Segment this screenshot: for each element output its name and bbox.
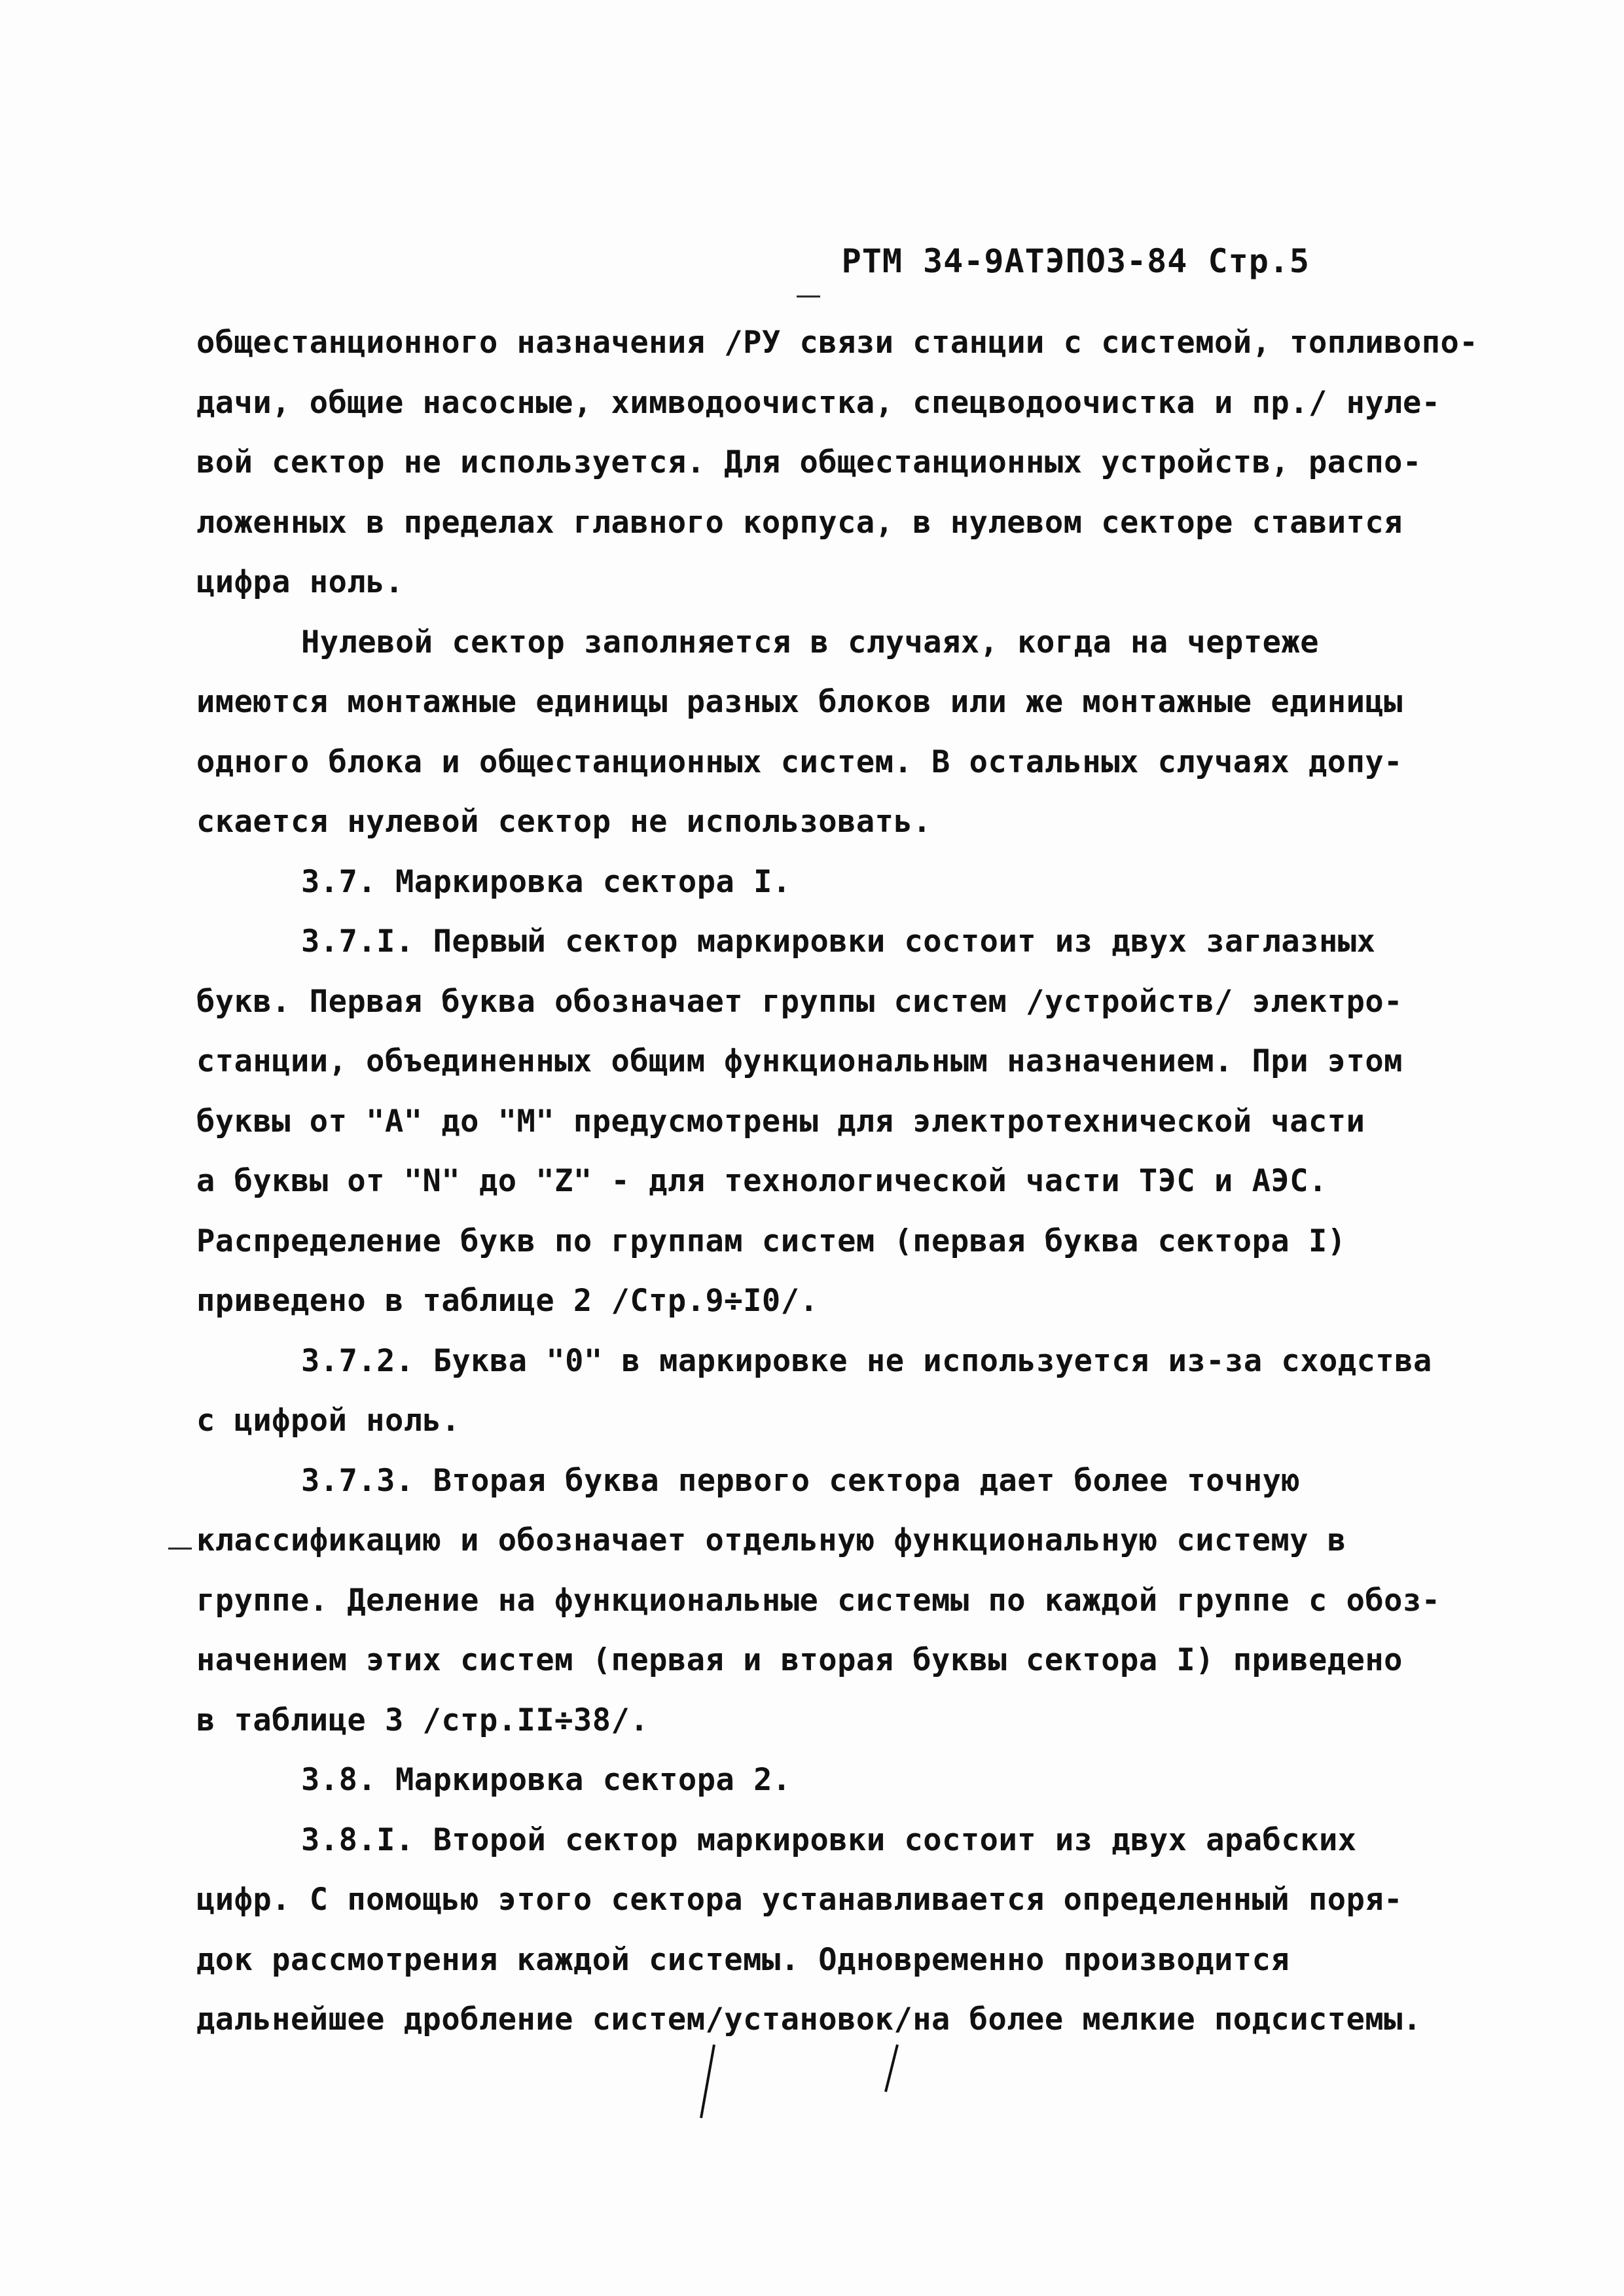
text-line: группе. Деление на функциональные системы по каждой группе с обоз- <box>196 1582 1441 1619</box>
paragraph-start: 3.7.2. Буква "0" в маркировке не используется из-за сходства <box>301 1342 1432 1379</box>
text-line: общестанционного назначения /РУ связи станции с системой, топливопо- <box>196 325 1479 361</box>
text-line: одного блока и общестанционных систем. В остальных случаях допу- <box>196 744 1403 780</box>
text-line: дальнейшее дробление систем/установок/на более мелкие подсистемы. <box>196 2001 1422 2037</box>
paragraph-start: 3.7.I. Первый сектор маркировки состоит из двух заглазных <box>301 924 1376 960</box>
text-line: вой сектор не используется. Для общестанционных устройств, распо- <box>196 444 1422 480</box>
text-line: букв. Первая буква обозначает группы систем /устройств/ электро- <box>196 983 1403 1020</box>
text-line: с цифрой ноль. <box>196 1403 461 1439</box>
text-line: дачи, общие насосные, химводоочистка, спецводоочистка и пр./ нуле- <box>196 384 1441 421</box>
text-line: начением этих систем (первая и вторая буквы сектора I) приведено <box>196 1642 1403 1678</box>
text-line: станции, объединенных общим функциональным назначением. При этом <box>196 1043 1403 1079</box>
text-line: цифр. С помощью этого сектора устанавливается определенный поря- <box>196 1882 1403 1918</box>
text-line: скается нулевой сектор не использовать. <box>196 804 932 840</box>
section-heading: 3.7. Маркировка сектора I. <box>301 863 791 900</box>
text-line: а буквы от "N" до "Z" - для технологической части ТЭС и АЭС. <box>196 1163 1327 1199</box>
section-heading: 3.8. Маркировка сектора 2. <box>301 1762 791 1798</box>
document-body <box>196 313 1479 2050</box>
paragraph-start: Нулевой сектор заполняется в случаях, когда на чертеже <box>301 624 1320 660</box>
margin-dash-mark <box>167 1545 193 1551</box>
hand-slash-mark <box>880 2042 900 2094</box>
paragraph-start: 3.7.3. Вторая буква первого сектора дает более точную <box>301 1462 1301 1499</box>
hand-dash-mark <box>795 293 821 300</box>
text-line: цифра ноль. <box>196 564 404 600</box>
text-line: ложенных в пределах главного корпуса, в нулевом секторе ставится <box>196 504 1403 541</box>
text-line: в таблице 3 /стр.II÷38/. <box>196 1702 649 1738</box>
text-line: Распределение букв по группам систем (первая буква сектора I) <box>196 1223 1346 1259</box>
text-line: док рассмотрения каждой системы. Одновременно производится <box>196 1941 1290 1978</box>
text-line: буквы от "А" до "М" предусмотрены для электротехнической части <box>196 1103 1365 1139</box>
text-line: классификацию и обозначает отдельную функциональную систему в <box>196 1522 1346 1558</box>
document-header: РТМ 34-9АТЭПОЗ-84 Стр.5 <box>841 242 1310 280</box>
text-line: приведено в таблице 2 /Стр.9÷I0/. <box>196 1283 819 1319</box>
hand-slash-mark <box>697 2042 717 2121</box>
paragraph-start: 3.8.I. Второй сектор маркировки состоит из двух арабских <box>301 1821 1357 1858</box>
text-line: имеются монтажные единицы разных блоков или же монтажные единицы <box>196 684 1403 720</box>
